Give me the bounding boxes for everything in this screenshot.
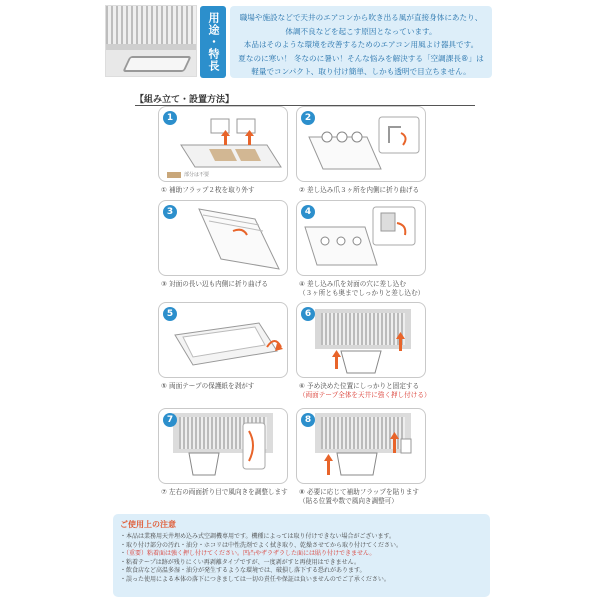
peel-tape-icon: [159, 303, 288, 378]
intro-panel: [230, 6, 492, 78]
precautions-list: [120, 533, 483, 585]
step-caption-note: （貼る位置や数で風向き調整可）: [299, 497, 398, 505]
step-illustration: [158, 408, 288, 484]
step-caption: ⑦ 左右の両面折り目で風向きを調整します: [161, 488, 288, 496]
step-illustration: [158, 106, 288, 182]
fold-tabs-icon: [297, 107, 426, 182]
fold-edge-icon: [159, 201, 288, 276]
list-item: ・飲食店など高温多湿・油分が発生するような環境では、破損し落下する恐れがあります。: [120, 567, 366, 575]
important-note: （重要）粘着面は強く押し付けてください。凹凸やザラザラした面には貼り付けできません。: [126, 550, 376, 558]
list-item: ・誤った使用による本体の落下につきましては一切の責任や保証は負いませんのでご了承ください。: [120, 575, 390, 583]
step-number: 1: [163, 111, 177, 125]
auxiliary-flap-icon: [297, 409, 426, 484]
step-caption: ⑥ 予め決めた位置にしっかりと固定する: [299, 382, 420, 390]
step-caption: ⑤ 両面テープの保護紙を剥がす: [161, 382, 255, 390]
legend-key-label: 部分は不要: [184, 172, 210, 178]
step-8: [296, 408, 426, 505]
step-caption: ⑧ 必要に応じて補助フラップを貼ります: [299, 488, 419, 496]
step-illustration: [158, 200, 288, 276]
list-item: ・（重要）粘着面は強く押し付けてください。凹凸やザラザラした面には貼り付けできません。: [120, 550, 376, 558]
step-warning: （両面テープ全体を天井に強く押し付ける）: [299, 391, 431, 399]
step-caption: ① 補助フラップ２枚を取り外す: [161, 186, 255, 194]
step-4: [296, 200, 426, 297]
step-caption: ④ 差し込み爪を対面の穴に差し込む: [299, 280, 406, 288]
step-6: [296, 302, 431, 399]
intro-line: 夏なのに寒い！ 冬なのに暑い！そんな悩みを解決する「空調課長®」は: [238, 53, 484, 63]
step-2: [296, 106, 426, 194]
product-photo: [105, 5, 197, 77]
usage-badge: 用途・特長: [200, 6, 226, 78]
step-3: [158, 200, 288, 288]
step-illustration: [296, 106, 426, 182]
intro-line: 本品はそのような環境を改善するためのエアコン用風よけ器具です。: [243, 40, 479, 49]
mount-ceiling-icon: [297, 303, 426, 378]
step-illustration: [158, 302, 288, 378]
step-number: 3: [163, 205, 177, 219]
step-number: 2: [301, 111, 315, 125]
step-5: [158, 302, 288, 390]
step-caption: ② 差し込み爪３ヶ所を内側に折り曲げる: [299, 186, 420, 194]
step-illustration: [296, 200, 426, 276]
legend-key: [167, 171, 209, 178]
step-number: 5: [163, 307, 177, 321]
step-illustration: [296, 408, 426, 484]
list-item: ・粘着テープは跡が残りにくい再剥離タイプですが、一度剥がすと再使用はできません。: [120, 558, 360, 566]
intro-line: 軽量でコンパクト、取り付け簡単、しかも透明で目立ちません。: [251, 67, 471, 76]
intro-line: 体調不良などを起こす原因となっています。: [285, 26, 437, 36]
step-caption: ③ 対面の長い辺も内側に折り曲げる: [161, 280, 268, 288]
step-number: 4: [301, 205, 315, 219]
precautions-panel: [113, 514, 490, 597]
intro-line: 職場や施設などで天井のエアコンから吹き出る風が直接身体にあたり、: [239, 13, 483, 22]
step-illustration: [296, 302, 426, 378]
precautions-title: ご使用上の注意: [120, 520, 176, 529]
assembly-title: 【組み立て・設置方法】: [135, 95, 235, 105]
step-caption-note: （３ヶ所とも奥までしっかりと差し込む）: [299, 289, 425, 297]
step-1: [158, 106, 288, 194]
step-number: 6: [301, 307, 315, 321]
adjust-fold-icon: [159, 409, 288, 484]
step-number: 7: [163, 413, 177, 427]
step-number: 8: [301, 413, 315, 427]
insert-tabs-icon: [297, 201, 426, 276]
list-item: ・取り付け部分の汚れ・油分・ホコリは中性洗剤でよく拭き取り、乾燥させてから取り付けてください。: [120, 541, 403, 549]
list-item: ・本品は業務用天井埋め込み式空調機専用です。機種によっては取り付けできない場合がございます。: [120, 533, 396, 540]
step-7: [158, 408, 288, 496]
